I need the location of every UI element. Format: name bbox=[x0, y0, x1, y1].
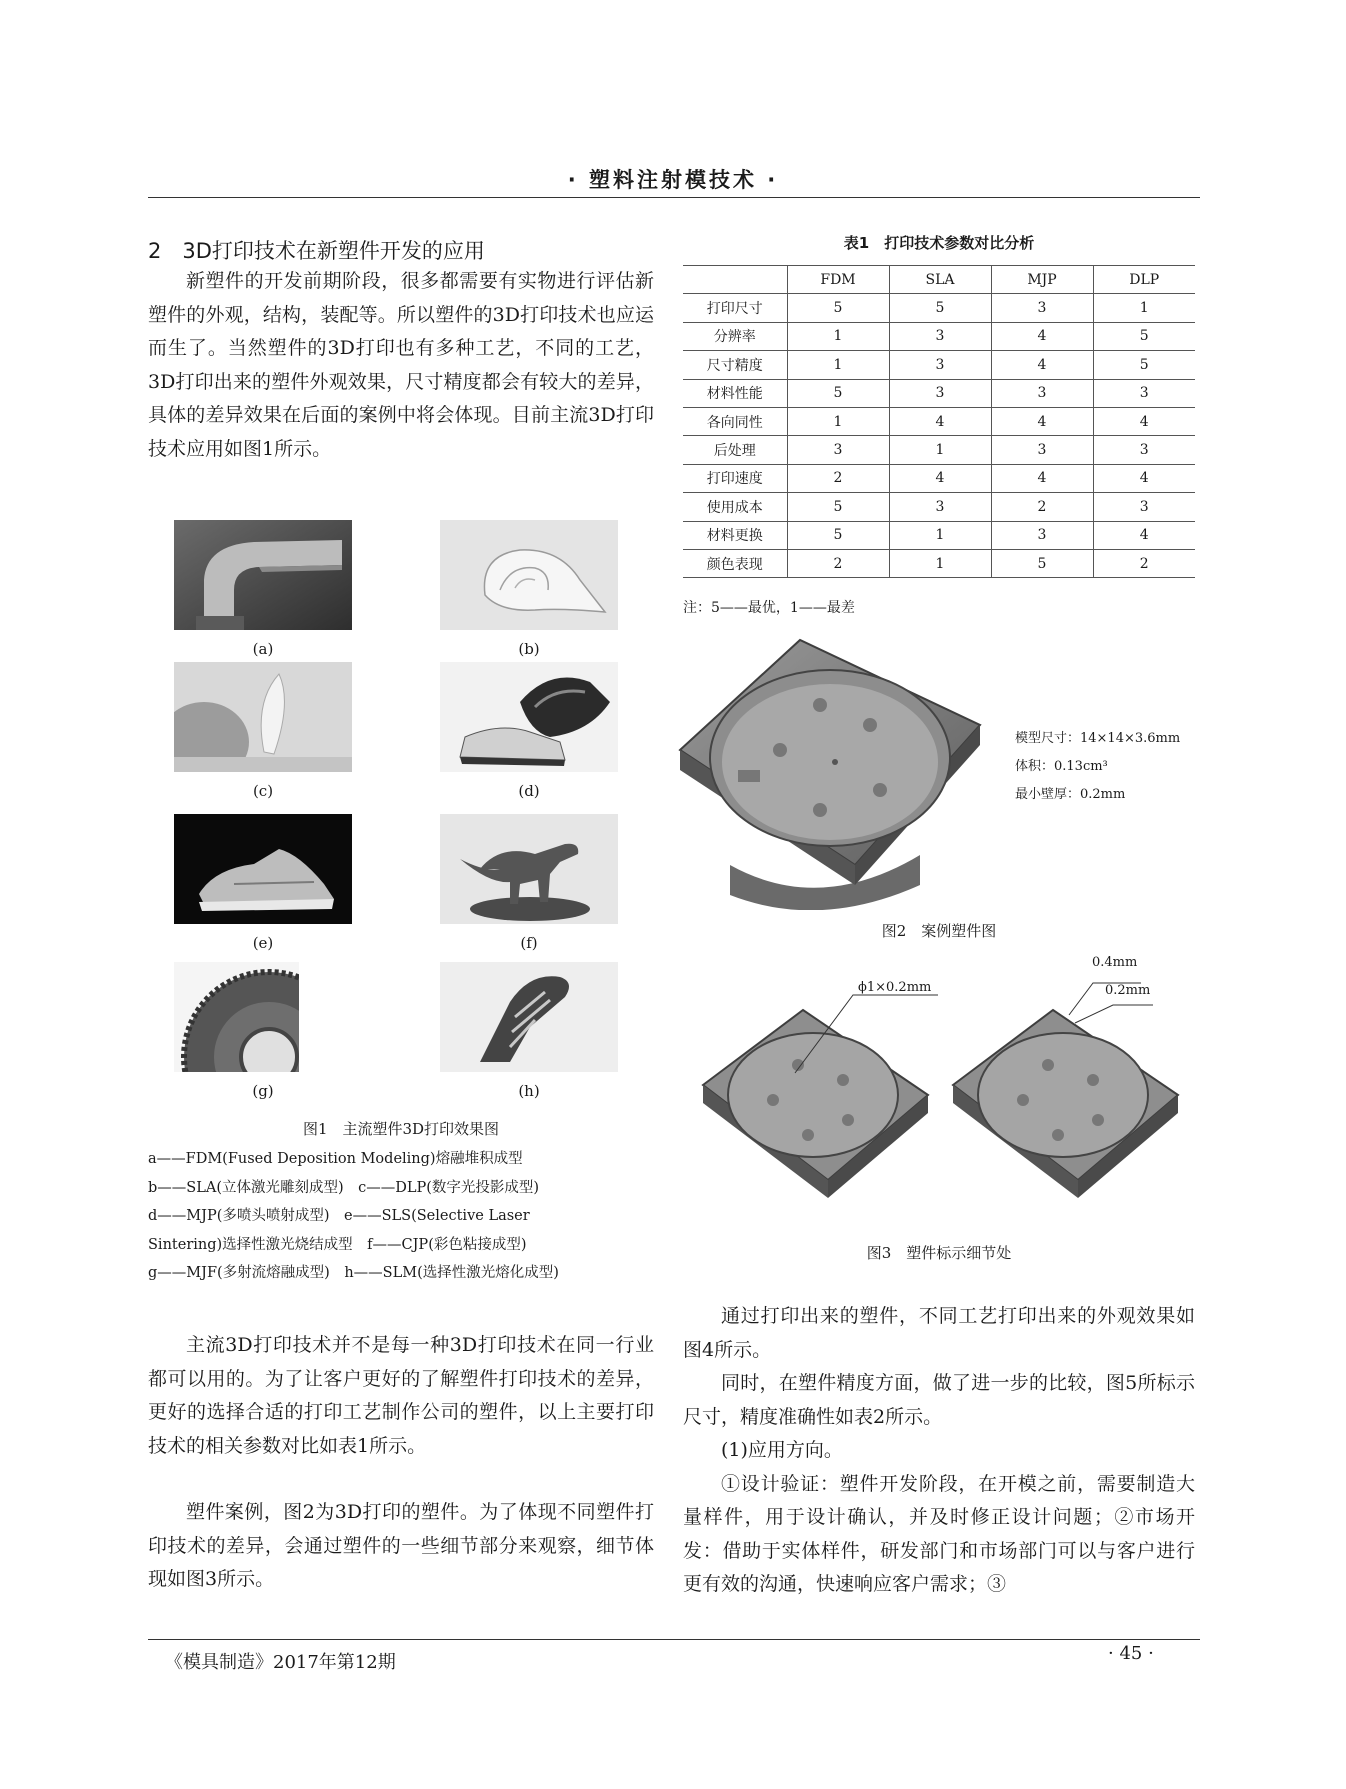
figure-3-detail-render bbox=[683, 955, 1203, 1245]
header-cell: SLA bbox=[889, 266, 991, 294]
cell: 5 bbox=[1093, 351, 1195, 379]
subfig-label-d: (d) bbox=[518, 782, 540, 800]
table-1-title: 表1 打印技术参数对比分析 bbox=[843, 234, 1035, 252]
table-row bbox=[683, 464, 1195, 492]
paragraph-6: (1)应用方向。 bbox=[721, 1439, 843, 1461]
paragraph-3: 塑件案例，图2为3D打印的塑件。为了体现不同塑件打印技术的差异，会通过塑件的一些细节部分来观察，细节体现如图3所示。 bbox=[148, 1501, 654, 1590]
subfig-label-h: (h) bbox=[518, 1082, 540, 1100]
cell: 4 bbox=[991, 351, 1093, 379]
subfig-label-f: (f) bbox=[520, 934, 538, 952]
cell: 4 bbox=[991, 464, 1093, 492]
photo-cjp-dinosaur bbox=[440, 814, 618, 924]
subfig-label-a: (a) bbox=[252, 640, 274, 658]
part-right bbox=[953, 1010, 1178, 1198]
cell: 4 bbox=[1093, 407, 1195, 435]
legend-line: d——MJP(多喷头喷射成型) e——SLS(Selective Laser bbox=[148, 1208, 530, 1224]
table-row bbox=[683, 322, 1195, 350]
header-cell: FDM bbox=[787, 266, 889, 294]
subfig-label-e: (e) bbox=[252, 934, 274, 952]
journal-name: 《模具制造》2017年第12期 bbox=[165, 1652, 396, 1673]
spec-line: 模型尺寸：14×14×3.6mm bbox=[1015, 731, 1181, 746]
cell: 5 bbox=[889, 294, 991, 322]
figure-1-caption: 图1 主流塑件3D打印效果图 bbox=[302, 1120, 500, 1138]
cell: 5 bbox=[787, 294, 889, 322]
table-row bbox=[683, 379, 1195, 407]
cell: 5 bbox=[787, 493, 889, 521]
table-header-row bbox=[683, 266, 1195, 294]
right-text-block bbox=[683, 1300, 1195, 1602]
cell: 3 bbox=[991, 521, 1093, 549]
cell: 1 bbox=[889, 549, 991, 577]
cell: 4 bbox=[991, 322, 1093, 350]
table-row bbox=[683, 436, 1195, 464]
photo-sls-shoe bbox=[174, 814, 352, 924]
row-label: 材料性能 bbox=[683, 379, 787, 407]
cell: 3 bbox=[1093, 493, 1195, 521]
table-row bbox=[683, 294, 1195, 322]
cell: 1 bbox=[889, 521, 991, 549]
cell: 1 bbox=[1093, 294, 1195, 322]
cell: 3 bbox=[889, 322, 991, 350]
photo-sla-shell bbox=[440, 520, 618, 630]
legend-line: g——MJF(多射流熔融成型) h——SLM(选择性激光熔化成型) bbox=[148, 1265, 559, 1281]
table-row bbox=[683, 549, 1195, 577]
figure-2-caption: 图2 案例塑件图 bbox=[881, 922, 997, 940]
row-label: 打印尺寸 bbox=[683, 294, 787, 322]
row-label: 颜色表现 bbox=[683, 549, 787, 577]
cell: 4 bbox=[991, 407, 1093, 435]
table-row bbox=[683, 493, 1195, 521]
figure-3-caption: 图3 塑件标示细节处 bbox=[866, 1244, 1012, 1262]
spec-line: 体积：0.13cm³ bbox=[1015, 759, 1108, 774]
table-row bbox=[683, 407, 1195, 435]
row-label: 各向同性 bbox=[683, 407, 787, 435]
legend-line: a——FDM(Fused Deposition Modeling)熔融堆积成型 bbox=[148, 1151, 523, 1167]
cell: 5 bbox=[1093, 322, 1195, 350]
cell: 4 bbox=[889, 464, 991, 492]
cell: 3 bbox=[1093, 436, 1195, 464]
header-rule bbox=[148, 197, 1200, 198]
cell: 2 bbox=[991, 493, 1093, 521]
cell: 3 bbox=[1093, 379, 1195, 407]
paragraph-7: ①设计验证：塑件开发阶段，在开模之前，需要制造大量样件，用于设计确认，并及时修正设计问题；②市场开发：借助于实体样件，研发部门和市场部门可以与客户进行更有效的沟通，快速响应客户需求；③ bbox=[683, 1472, 1195, 1595]
photo-fdm-part bbox=[174, 520, 352, 630]
page-number: · 45 · bbox=[1108, 1643, 1154, 1664]
photo-slm-bracket bbox=[440, 962, 618, 1072]
dimension-wall-outer: 0.4mm bbox=[1092, 955, 1138, 970]
running-header: · 塑料注射模技术 · bbox=[567, 168, 779, 192]
subfig-label-b: (b) bbox=[518, 640, 540, 658]
cell: 4 bbox=[889, 407, 991, 435]
table-row bbox=[683, 521, 1195, 549]
spec-line: 最小壁厚：0.2mm bbox=[1015, 787, 1126, 802]
photo-dlp-part bbox=[174, 662, 352, 772]
cell: 1 bbox=[889, 436, 991, 464]
header-cell bbox=[683, 266, 787, 294]
row-label: 打印速度 bbox=[683, 464, 787, 492]
photo-mjp-shoes bbox=[440, 662, 618, 772]
cell: 3 bbox=[991, 294, 1093, 322]
table-note: 注：5——最优，1——最差 bbox=[683, 600, 855, 616]
legend-line: Sintering)选择性激光烧结成型 f——CJP(彩色粘接成型) bbox=[148, 1236, 527, 1253]
cell: 2 bbox=[787, 464, 889, 492]
cell: 2 bbox=[787, 549, 889, 577]
cell: 3 bbox=[787, 436, 889, 464]
header-cell: MJP bbox=[991, 266, 1093, 294]
paragraph-2: 主流3D打印技术并不是每一种3D打印技术在同一行业都可以用的。为了让客户更好的了解塑件打印技术的差异，更好的选择合适的打印工艺制作公司的塑件，以上主要打印技术的相关参数对比如表1所示。 bbox=[148, 1334, 654, 1457]
cell: 1 bbox=[787, 322, 889, 350]
comparison-table bbox=[683, 265, 1195, 578]
section-title: 2 3D打印技术在新塑件开发的应用 bbox=[148, 239, 485, 263]
paragraph-4: 通过打印出来的塑件，不同工艺打印出来的外观效果如图4所示。 bbox=[683, 1305, 1195, 1361]
figure-1-legend bbox=[148, 1145, 654, 1288]
photo-mjf-gear bbox=[174, 962, 299, 1072]
row-label: 分辨率 bbox=[683, 322, 787, 350]
paragraph-5: 同时，在塑件精度方面，做了进一步的比较，图5所标示尺寸，精度准确性如表2所示。 bbox=[683, 1372, 1195, 1428]
cell: 1 bbox=[787, 407, 889, 435]
cell: 5 bbox=[991, 549, 1093, 577]
figure-2-part-render bbox=[670, 630, 1010, 910]
cell: 5 bbox=[787, 379, 889, 407]
cell: 3 bbox=[889, 351, 991, 379]
cell: 4 bbox=[1093, 521, 1195, 549]
header-cell: DLP bbox=[1093, 266, 1195, 294]
cell: 3 bbox=[889, 379, 991, 407]
cell: 1 bbox=[787, 351, 889, 379]
row-label: 后处理 bbox=[683, 436, 787, 464]
subfig-label-g: (g) bbox=[252, 1082, 274, 1100]
cell: 3 bbox=[889, 493, 991, 521]
row-label: 尺寸精度 bbox=[683, 351, 787, 379]
cell: 3 bbox=[991, 379, 1093, 407]
cell: 2 bbox=[1093, 549, 1195, 577]
cell: 5 bbox=[787, 521, 889, 549]
table-row bbox=[683, 351, 1195, 379]
intro-paragraph: 新塑件的开发前期阶段，很多都需要有实物进行评估新塑件的外观，结构，装配等。所以塑件的3D打印技术也应运而生了。当然塑件的3D打印也有多种工艺，不同的工艺，3D打印出来的塑件外观效果，尺寸精度都会有较大的差异，具体的差异效果在后面的案例中将会体现。目前主流3D打印技术应用如图1所示。 bbox=[148, 270, 654, 460]
cell: 3 bbox=[991, 436, 1093, 464]
dimension-hole: ϕ1×0.2mm bbox=[858, 980, 932, 995]
row-label: 使用成本 bbox=[683, 493, 787, 521]
figure-2-specs bbox=[1015, 725, 1180, 809]
cell: 4 bbox=[1093, 464, 1195, 492]
dimension-wall-inner: 0.2mm bbox=[1105, 983, 1151, 998]
part-left bbox=[703, 1010, 928, 1198]
footer-rule bbox=[148, 1639, 1200, 1640]
legend-line: b——SLA(立体激光雕刻成型) c——DLP(数字光投影成型) bbox=[148, 1179, 540, 1196]
subfig-label-c: (c) bbox=[252, 782, 274, 800]
row-label: 材料更换 bbox=[683, 521, 787, 549]
